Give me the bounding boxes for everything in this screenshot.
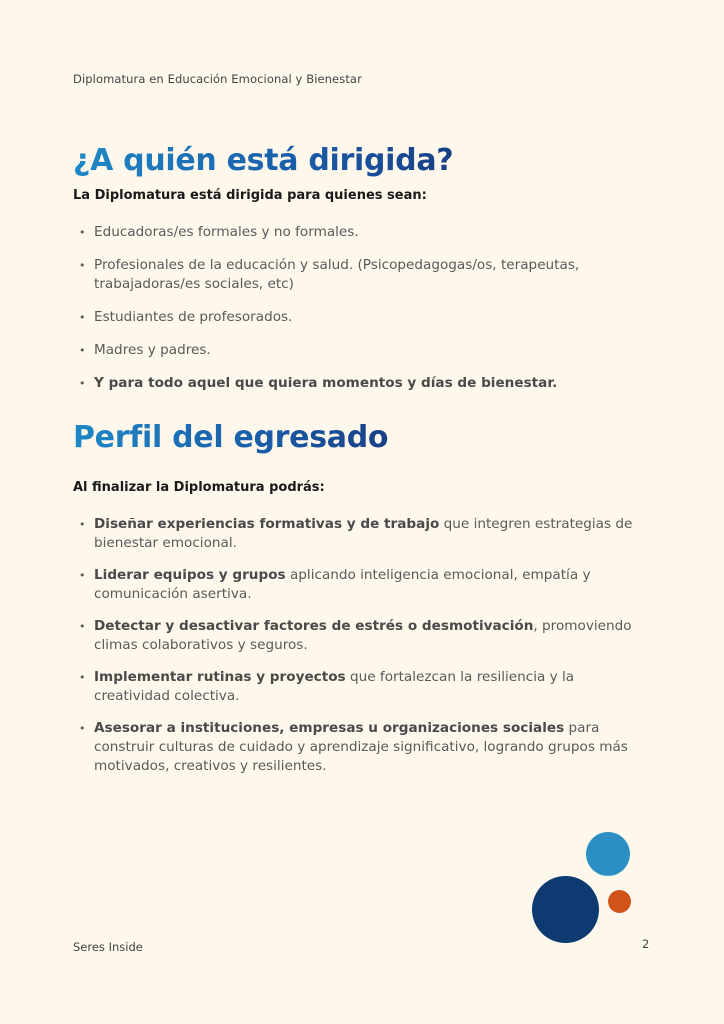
decorative-circle-dark-blue	[532, 876, 599, 943]
item-text: aplicando inteligencia emocional, empatía y comunicación asertiva.	[94, 567, 591, 602]
list-item	[73, 256, 653, 294]
list-item	[73, 374, 653, 393]
section-heading-graduate-profile: Perfil del egresado	[73, 420, 389, 455]
item-bold-text: Diseñar experiencias formativas y de trabajo	[94, 516, 440, 532]
item-text: para construir culturas de cuidado y aprendizaje significativo, logrando grupos más motivados, creativos y resilientes.	[94, 720, 628, 774]
item-bold-text: Liderar equipos y grupos	[94, 567, 286, 583]
item-text: Profesionales de la educación y salud. (Psicopedagogas/os, terapeutas, trabajadoras/es sociales, etc)	[94, 257, 580, 292]
item-bold-text: Implementar rutinas y proyectos	[94, 669, 346, 685]
profile-intro: Al finalizar la Diplomatura podrás:	[73, 480, 325, 495]
list-item	[73, 668, 653, 706]
item-text: Madres y padres.	[94, 342, 211, 358]
document-header: Diplomatura en Educación Emocional y Bienestar	[73, 72, 362, 86]
item-bold-text: Y para todo aquel que quiera momentos y días de bienestar.	[94, 375, 558, 391]
page-number: 2	[642, 937, 650, 951]
list-item	[73, 515, 653, 553]
list-item	[73, 617, 653, 655]
audience-list	[73, 223, 653, 407]
item-bold-text: Detectar y desactivar factores de estrés o desmotivación	[94, 618, 534, 634]
footer-brand: Seres Inside	[73, 940, 143, 954]
decorative-circle-light-blue	[586, 832, 630, 876]
list-item	[73, 341, 653, 360]
decorative-circle-orange	[608, 890, 631, 913]
list-item	[73, 223, 653, 242]
section-heading-audience: ¿A quién está dirigida?	[73, 143, 454, 178]
list-item	[73, 719, 653, 776]
list-item	[73, 566, 653, 604]
item-bold-text: Asesorar a instituciones, empresas u organizaciones sociales	[94, 720, 565, 736]
item-text: , promoviendo climas colaborativos y seguros.	[94, 618, 632, 653]
item-text: que fortalezcan la resiliencia y la creatividad colectiva.	[94, 669, 575, 704]
item-text: que integren estrategias de bienestar emocional.	[94, 516, 633, 551]
item-text: Estudiantes de profesorados.	[94, 309, 293, 325]
list-item	[73, 308, 653, 327]
audience-intro: La Diplomatura está dirigida para quienes sean:	[73, 188, 427, 203]
item-text: Educadoras/es formales y no formales.	[94, 224, 359, 240]
profile-list	[73, 515, 653, 789]
